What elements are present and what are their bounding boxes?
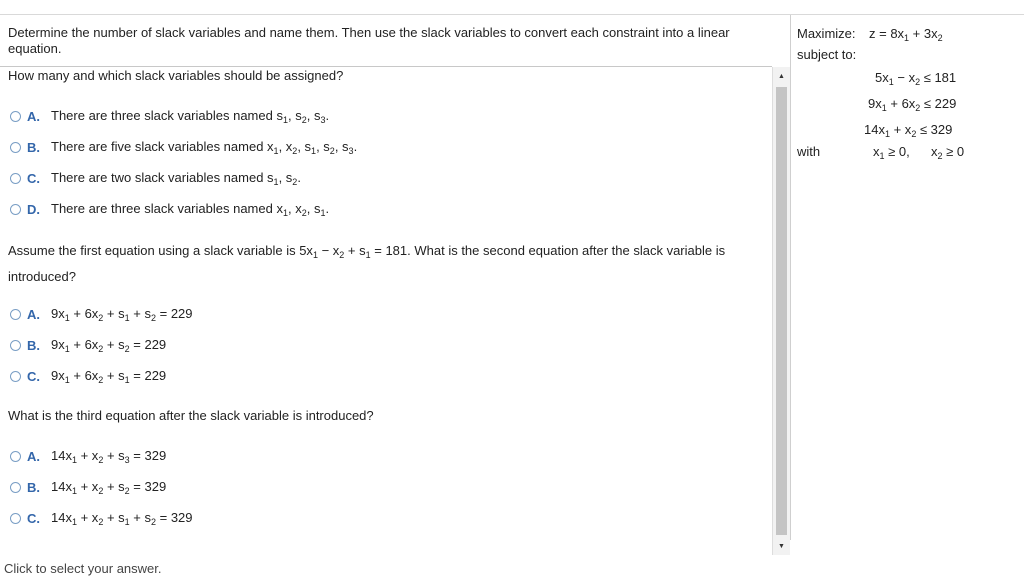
nonneg-x2: $x_2 \ge 0$ — [931, 144, 965, 161]
radio-button[interactable] — [10, 340, 21, 351]
objective-function: $z = 8x_1 + 3x_2$ — [869, 26, 943, 43]
constraint-1: $5x_1 - x_2 \le 181$ — [875, 70, 957, 87]
radio-button[interactable] — [10, 451, 21, 462]
question-3-prompt: What is the third equation after the slack variable is introduced? — [8, 408, 374, 423]
radio-button[interactable] — [10, 111, 21, 122]
radio-button[interactable] — [10, 204, 21, 215]
radio-button[interactable] — [10, 173, 21, 184]
vertical-scrollbar[interactable] — [772, 67, 790, 555]
radio-button[interactable] — [10, 482, 21, 493]
q1-option-d[interactable]: D. There are three slack variables named $x_1$, $x_2$, $s_1$. — [10, 200, 329, 218]
maximize-label: Maximize: — [797, 26, 856, 41]
q2-option-c[interactable]: C. $9x_1 + 6x_2 + s_1 = 229$ — [10, 367, 166, 385]
constraint-2: $9x_1 + 6x_2 \le 229$ — [868, 96, 957, 113]
scrollbar-thumb[interactable] — [776, 87, 787, 535]
q3-option-b[interactable]: B. $14x_1 + x_2 + s_2 = 329$ — [10, 478, 166, 496]
radio-button[interactable] — [10, 309, 21, 320]
header-divider — [0, 66, 772, 67]
up-arrow-icon[interactable]: ▲ — [778, 72, 785, 80]
question-2-prompt: Assume the first equation using a slack variable is $5x_1 - x_2 + s_1 = 181$. What is the second equation after the slack variable is introduced? — [8, 243, 726, 284]
radio-button[interactable] — [10, 371, 21, 382]
constraint-3: $14x_1 + x_2 \le 329$ — [864, 122, 953, 139]
question-panel — [0, 15, 790, 550]
q1-option-a[interactable]: A. There are three slack variables named $s_1$, $s_2$, $s_3$. — [10, 107, 329, 125]
footer-hint: Click to select your answer. — [4, 561, 162, 576]
subject-to-label: subject to: — [797, 47, 857, 62]
with-label: with — [797, 144, 821, 159]
down-arrow-icon[interactable]: ▼ — [778, 542, 785, 550]
radio-button[interactable] — [10, 142, 21, 153]
question-1-prompt: How many and which slack variables should be assigned? — [8, 68, 344, 83]
radio-button[interactable] — [10, 513, 21, 524]
q3-option-a[interactable]: A. $14x_1 + x_2 + s_3 = 329$ — [10, 447, 166, 465]
q3-option-c[interactable]: C. $14x_1 + x_2 + s_1 + s_2 = 329$ — [10, 509, 193, 527]
instruction-text: Determine the number of slack variables and name them. Then use the slack variables to convert each constraint into a linear equation. — [8, 25, 730, 56]
q2-option-a[interactable]: A. $9x_1 + 6x_2 + s_1 + s_2 = 229$ — [10, 305, 193, 323]
nonneg-x1: $x_1 \ge 0$, — [873, 144, 910, 161]
q2-option-b[interactable]: B. $9x_1 + 6x_2 + s_2 = 229$ — [10, 336, 166, 354]
problem-panel — [791, 15, 1024, 540]
q1-option-c[interactable]: C. There are two slack variables named $s_1$, $s_2$. — [10, 169, 301, 187]
q1-option-b[interactable]: B. There are five slack variables named $x_1$, $x_2$, $s_1$, $s_2$, $s_3$. — [10, 138, 357, 156]
